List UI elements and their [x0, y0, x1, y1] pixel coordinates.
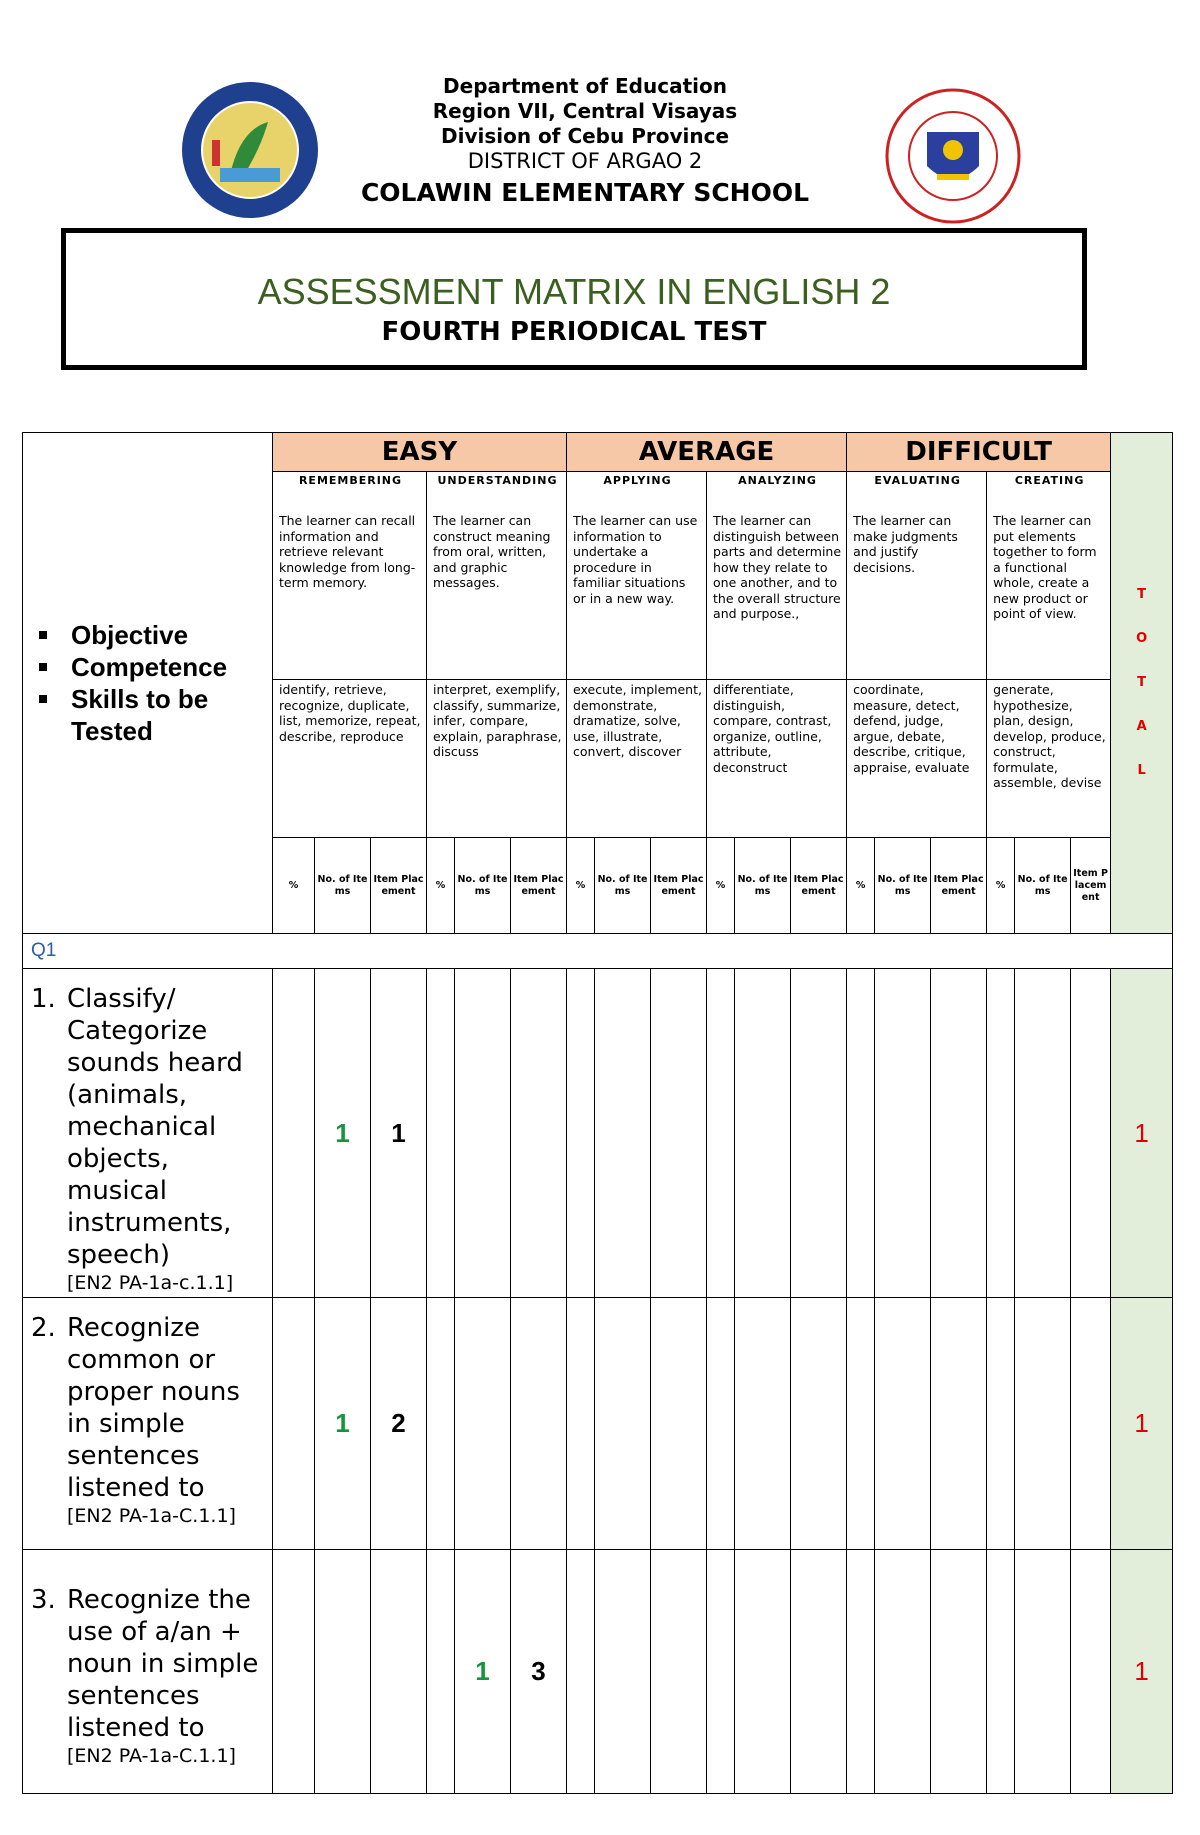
assessment-matrix-table: [22, 432, 1173, 1794]
skills-label: Skills to be Tested: [31, 683, 272, 747]
total-letter: T: [1137, 675, 1147, 690]
sub-header-placement: Item Placement: [511, 838, 567, 934]
competency-code: [EN2 PA-1a-C.1.1]: [67, 1505, 236, 1527]
row-total: 1: [1111, 1298, 1173, 1550]
total-letter: A: [1136, 719, 1147, 734]
sub-header-items: No. of Items: [455, 838, 511, 934]
item-placement: 1: [371, 969, 427, 1298]
skill-evaluating: [847, 472, 987, 680]
skill-name: REMEMBERING: [298, 474, 403, 487]
sub-header-percent: %: [427, 838, 455, 934]
skill-name: EVALUATING: [874, 474, 961, 487]
sub-header-placement: Item Placement: [371, 838, 427, 934]
sub-header-items: No. of Items: [595, 838, 651, 934]
skill-name: ANALYZING: [738, 474, 817, 487]
skill-creating: [987, 472, 1111, 680]
header-line-region: Region VII, Central Visayas: [432, 99, 738, 123]
skill-name: UNDERSTANDING: [437, 474, 558, 487]
skill-verbs: differentiate, distinguish, compare, contrast, organize, outline, attribute, deconstruct: [707, 680, 847, 838]
total-letter: O: [1136, 631, 1148, 646]
items-count: 1: [455, 1550, 511, 1794]
items-count: 1: [315, 1298, 371, 1550]
sub-header-placement: Item Placement: [791, 838, 847, 934]
table-row: [23, 1298, 1173, 1550]
title-box: [61, 228, 1087, 370]
document-title: ASSESSMENT MATRIX IN ENGLISH 2: [257, 271, 891, 312]
competency-cell: [23, 969, 273, 1298]
sub-header-placement: Item Placement: [1071, 838, 1111, 934]
total-letter: L: [1137, 763, 1146, 778]
skill-applying: [567, 472, 707, 680]
row-total: 1: [1111, 1550, 1173, 1794]
skill-name: APPLYING: [603, 474, 672, 487]
item-placement: 3: [511, 1550, 567, 1794]
competency-code: [EN2 PA-1a-C.1.1]: [67, 1745, 236, 1767]
competency-text: Classify/ Categorize sounds heard (animals, mechanical objects, musical instruments, speech): [67, 984, 243, 1270]
document-header: [0, 0, 1200, 230]
level-easy: EASY: [273, 433, 567, 472]
sub-header-percent: %: [707, 838, 735, 934]
skill-understanding: [427, 472, 567, 680]
level-average: AVERAGE: [567, 433, 847, 472]
item-placement: 2: [371, 1298, 427, 1550]
total-header: [1111, 433, 1173, 934]
competency-text: Recognize the use of a/an + noun in simple sentences listened to: [67, 1585, 259, 1743]
skill-description: The learner can construct meaning from oral, written, and graphic messages.: [433, 513, 551, 590]
competency-number: 1.: [31, 984, 56, 1014]
competence-label: Competence: [31, 651, 272, 683]
skill-verbs: identify, retrieve, recognize, duplicate, list, memorize, repeat, describe, reproduce: [273, 680, 427, 838]
skill-description: The learner can make judgments and justify decisions.: [853, 513, 958, 575]
skill-description: The learner can use information to undertake a procedure in familiar situations or in a new way.: [573, 513, 698, 606]
table-row: [23, 1550, 1173, 1794]
skill-verbs: coordinate, measure, detect, defend, judge, argue, debate, describe, critique, appraise, evaluate: [847, 680, 987, 838]
sub-header-placement: Item Placement: [651, 838, 707, 934]
objective-header-cell: [23, 433, 273, 934]
deped-seal-logo: [885, 88, 1021, 224]
skill-verbs: interpret, exemplify, classify, summarize, infer, compare, explain, paraphrase, discuss: [427, 680, 567, 838]
sub-header-placement: Item Placement: [931, 838, 987, 934]
sub-header-percent: %: [987, 838, 1015, 934]
competency-text: Recognize common or proper nouns in simple sentences listened to: [67, 1313, 240, 1503]
skill-description: The learner can put elements together to form a functional whole, create a new product or point of view.: [993, 513, 1097, 621]
skill-remembering: [273, 472, 427, 680]
sub-header-items: No. of Items: [735, 838, 791, 934]
objective-label: Objective: [31, 619, 272, 651]
sub-header-percent: %: [847, 838, 875, 934]
skill-description: The learner can distinguish between parts and determine how they relate to one another, and to the overall structure and purpose.,: [713, 513, 842, 621]
row-total: 1: [1111, 969, 1173, 1298]
competency-code: [EN2 PA-1a-c.1.1]: [67, 1272, 234, 1294]
sub-header-items: No. of Items: [315, 838, 371, 934]
sub-header-items: No. of Items: [1015, 838, 1071, 934]
competency-cell: [23, 1550, 273, 1794]
quarter-label: Q1: [23, 934, 1173, 969]
header-line-division: Division of Cebu Province: [440, 124, 730, 148]
skill-description: The learner can recall information and retrieve relevant knowledge from long-term memory.: [279, 513, 416, 590]
header-line-department: Department of Education: [443, 74, 727, 98]
table-row: [23, 969, 1173, 1298]
sub-header-percent: %: [567, 838, 595, 934]
competency-number: 2.: [31, 1313, 56, 1343]
level-difficult: DIFFICULT: [847, 433, 1111, 472]
items-count: 1: [315, 969, 371, 1298]
competency-cell: [23, 1298, 273, 1550]
sub-header-percent: %: [273, 838, 315, 934]
skill-analyzing: [707, 472, 847, 680]
header-line-district: DISTRICT OF ARGAO 2: [467, 149, 703, 173]
skill-name: CREATING: [1014, 474, 1085, 487]
document-subtitle: FOURTH PERIODICAL TEST: [381, 317, 767, 347]
header-school-name: COLAWIN ELEMENTARY SCHOOL: [360, 178, 810, 207]
skill-verbs: execute, implement, demonstrate, dramatize, solve, use, illustrate, convert, discover: [567, 680, 707, 838]
skill-verbs: generate, hypothesize, plan, design, develop, produce, construct, formulate, assemble, devise: [987, 680, 1111, 838]
sub-header-items: No. of Items: [875, 838, 931, 934]
competency-number: 3.: [31, 1585, 56, 1615]
total-letter: T: [1137, 587, 1147, 602]
